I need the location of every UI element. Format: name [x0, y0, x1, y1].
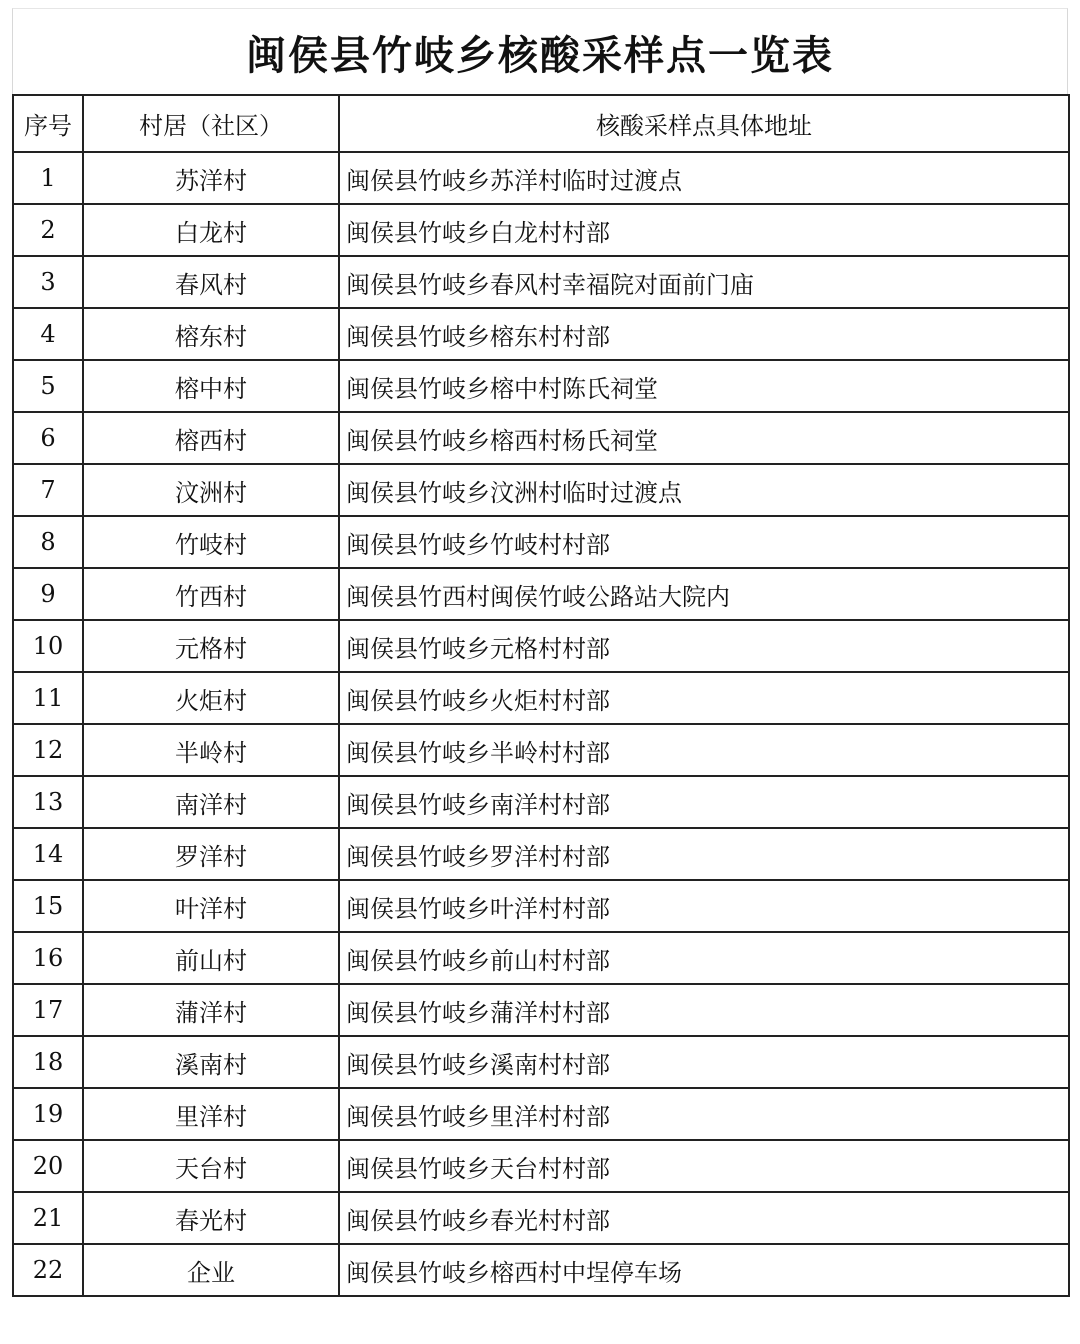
sampling-sites-table: [12, 94, 1070, 1297]
row-number: 8: [13, 516, 83, 568]
row-village: 叶洋村: [83, 880, 339, 932]
row-address: 闽侯县竹岐乡汶洲村临时过渡点: [339, 464, 1069, 516]
row-address: 闽侯县竹岐乡罗洋村村部: [339, 828, 1069, 880]
row-village: 里洋村: [83, 1088, 339, 1140]
table-row: [13, 932, 1069, 984]
row-address: 闽侯县竹西村闽侯竹岐公路站大院内: [339, 568, 1069, 620]
row-address: 闽侯县竹岐乡榕西村中埕停车场: [339, 1244, 1069, 1296]
table-row: [13, 828, 1069, 880]
header-village: 村居（社区）: [83, 95, 339, 152]
row-address: 闽侯县竹岐乡里洋村村部: [339, 1088, 1069, 1140]
table-row: [13, 256, 1069, 308]
row-number: 12: [13, 724, 83, 776]
row-address: 闽侯县竹岐乡春风村幸福院对面前门庙: [339, 256, 1069, 308]
row-number: 7: [13, 464, 83, 516]
table-row: [13, 776, 1069, 828]
table-row: [13, 152, 1069, 204]
page-title: 闽侯县竹岐乡核酸采样点一览表: [246, 32, 834, 79]
row-village: 苏洋村: [83, 152, 339, 204]
row-address: 闽侯县竹岐乡春光村村部: [339, 1192, 1069, 1244]
row-village: 榕中村: [83, 360, 339, 412]
table-row: [13, 308, 1069, 360]
table-row: [13, 1036, 1069, 1088]
row-village: 春光村: [83, 1192, 339, 1244]
table-row: [13, 1088, 1069, 1140]
row-number: 2: [13, 204, 83, 256]
row-village: 竹西村: [83, 568, 339, 620]
row-village: 前山村: [83, 932, 339, 984]
table-row: [13, 516, 1069, 568]
row-address: 闽侯县竹岐乡白龙村村部: [339, 204, 1069, 256]
row-number: 3: [13, 256, 83, 308]
row-village: 白龙村: [83, 204, 339, 256]
row-village: 罗洋村: [83, 828, 339, 880]
row-address: 闽侯县竹岐乡榕中村陈氏祠堂: [339, 360, 1069, 412]
row-village: 春风村: [83, 256, 339, 308]
row-number: 15: [13, 880, 83, 932]
row-address: 闽侯县竹岐乡天台村村部: [339, 1140, 1069, 1192]
row-village: 天台村: [83, 1140, 339, 1192]
row-address: 闽侯县竹岐乡元格村村部: [339, 620, 1069, 672]
row-address: 闽侯县竹岐乡蒲洋村村部: [339, 984, 1069, 1036]
table-row: [13, 360, 1069, 412]
header-address: 核酸采样点具体地址: [339, 95, 1069, 152]
row-address: 闽侯县竹岐乡榕东村村部: [339, 308, 1069, 360]
row-address: 闽侯县竹岐乡榕西村杨氏祠堂: [339, 412, 1069, 464]
row-address: 闽侯县竹岐乡叶洋村村部: [339, 880, 1069, 932]
row-village: 竹岐村: [83, 516, 339, 568]
table-row: [13, 204, 1069, 256]
row-number: 4: [13, 308, 83, 360]
table-row: [13, 984, 1069, 1036]
row-number: 22: [13, 1244, 83, 1296]
row-address: 闽侯县竹岐乡苏洋村临时过渡点: [339, 152, 1069, 204]
row-village: 企业: [83, 1244, 339, 1296]
table-row: [13, 724, 1069, 776]
table-row: [13, 464, 1069, 516]
row-number: 6: [13, 412, 83, 464]
table-row: [13, 568, 1069, 620]
row-number: 18: [13, 1036, 83, 1088]
row-number: 5: [13, 360, 83, 412]
row-village: 半岭村: [83, 724, 339, 776]
title-banner: [12, 8, 1068, 95]
table-row: [13, 880, 1069, 932]
row-number: 13: [13, 776, 83, 828]
table-row: [13, 620, 1069, 672]
row-address: 闽侯县竹岐乡半岭村村部: [339, 724, 1069, 776]
row-village: 元格村: [83, 620, 339, 672]
table-row: [13, 672, 1069, 724]
row-number: 21: [13, 1192, 83, 1244]
row-address: 闽侯县竹岐乡前山村村部: [339, 932, 1069, 984]
row-village: 蒲洋村: [83, 984, 339, 1036]
row-address: 闽侯县竹岐乡溪南村村部: [339, 1036, 1069, 1088]
table-header-row: [13, 95, 1069, 152]
row-village: 汶洲村: [83, 464, 339, 516]
table-row: [13, 1244, 1069, 1296]
row-number: 1: [13, 152, 83, 204]
row-number: 14: [13, 828, 83, 880]
row-number: 19: [13, 1088, 83, 1140]
sampling-sites-sheet: [12, 8, 1068, 1332]
row-village: 火炬村: [83, 672, 339, 724]
row-village: 溪南村: [83, 1036, 339, 1088]
row-number: 9: [13, 568, 83, 620]
row-number: 11: [13, 672, 83, 724]
row-number: 10: [13, 620, 83, 672]
row-village: 南洋村: [83, 776, 339, 828]
row-number: 16: [13, 932, 83, 984]
row-village: 榕东村: [83, 308, 339, 360]
table-row: [13, 1140, 1069, 1192]
row-address: 闽侯县竹岐乡火炬村村部: [339, 672, 1069, 724]
row-address: 闽侯县竹岐乡竹岐村村部: [339, 516, 1069, 568]
table-row: [13, 412, 1069, 464]
row-number: 20: [13, 1140, 83, 1192]
row-number: 17: [13, 984, 83, 1036]
table-body: [13, 152, 1069, 1296]
row-village: 榕西村: [83, 412, 339, 464]
header-no: 序号: [13, 95, 83, 152]
row-address: 闽侯县竹岐乡南洋村村部: [339, 776, 1069, 828]
table-row: [13, 1192, 1069, 1244]
